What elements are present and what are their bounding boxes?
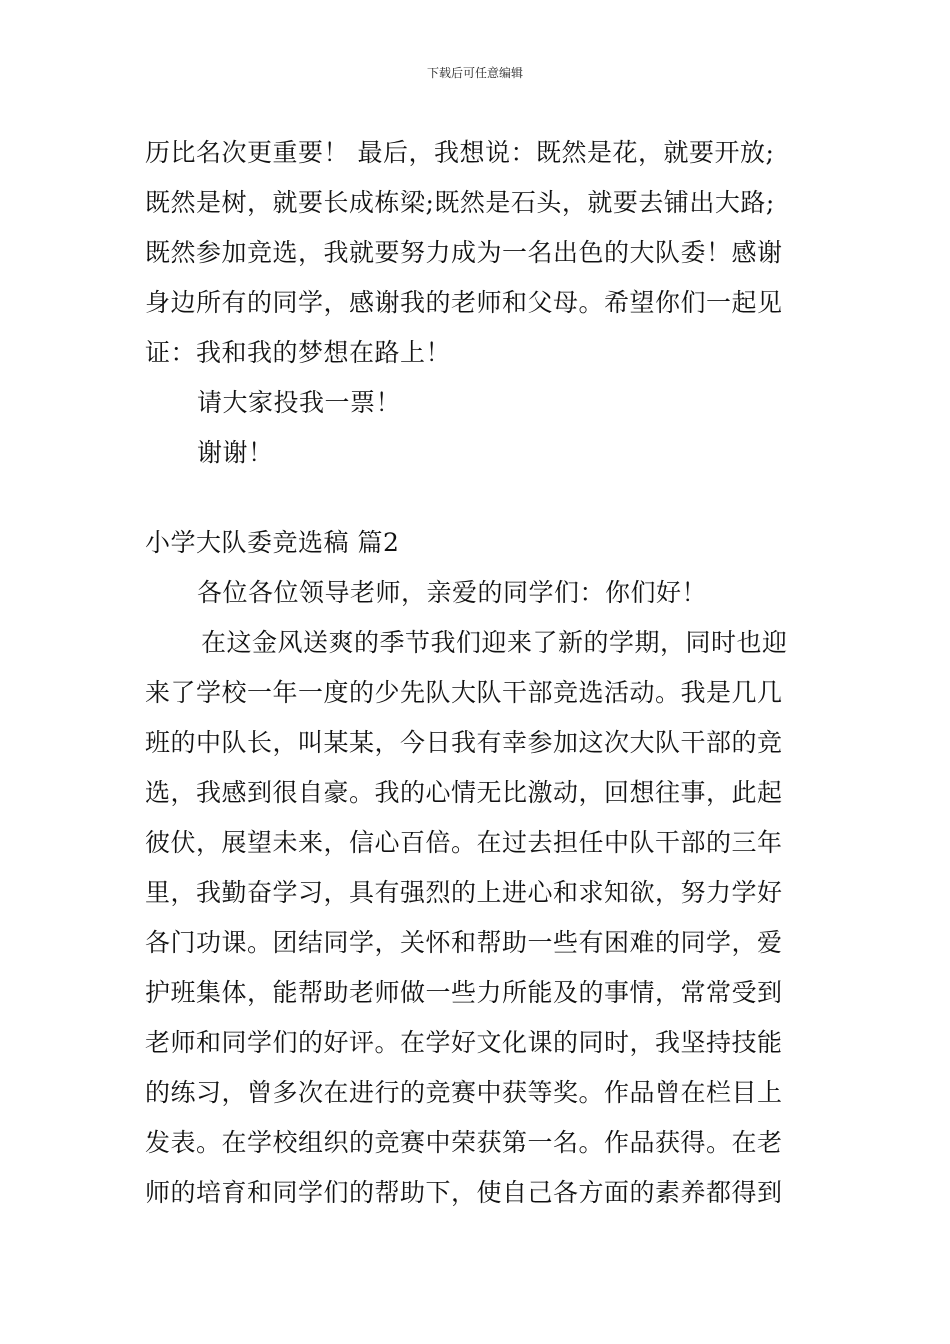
text-line: 各门功课。团结同学，关怀和帮助一些有困难的同学，爱: [145, 928, 783, 957]
text-line: 班的中队长，叫某某，今日我有幸参加这次大队干部的竞: [145, 728, 783, 757]
paragraph-gap: [145, 478, 807, 518]
text-line: 彼伏，展望未来，信心百倍。在过去担任中队干部的三年: [145, 828, 783, 857]
text-line: 老师和同学们的好评。在学好文化课的同时，我坚持技能: [145, 1028, 783, 1057]
section-title: 小学大队委竞选稿 篇2: [145, 528, 400, 557]
text-line: 请大家投我一票！: [197, 388, 402, 417]
text-line: 身边所有的同学，感谢我的老师和父母。希望你们一起见: [145, 288, 783, 317]
text-line: 的练习，曾多次在进行的竞赛中获等奖。作品曾在栏目上: [145, 1078, 783, 1107]
text-line: 证：我和我的梦想在路上！: [145, 338, 452, 367]
text-line: 既然参加竞选，我就要努力成为一名出色的大队委！感谢: [145, 238, 783, 267]
text-line: 在这金风送爽的季节我们迎来了新的学期，同时也迎: [201, 628, 788, 657]
text-line: 谢谢！: [197, 438, 274, 467]
document-body: [145, 128, 807, 1218]
text-line: 里，我勤奋学习，具有强烈的上进心和求知欲，努力学好: [145, 878, 783, 907]
text-line: 选，我感到很自豪。我的心情无比激动，回想往事，此起: [145, 778, 783, 807]
salutation-line: 各位各位领导老师，亲爱的同学们：你们好！: [197, 578, 708, 607]
text-line: 发表。在学校组织的竞赛中荣获第一名。作品获得。在老: [145, 1128, 783, 1157]
text-line: 既然是树，就要长成栋梁;既然是石头，就要去铺出大路;: [145, 188, 775, 217]
page-header-note: 下载后可任意编辑: [426, 66, 523, 80]
text-line: 护班集体，能帮助老师做一些力所能及的事情，常常受到: [145, 978, 783, 1007]
text-line: 来了学校一年一度的少先队大队干部竞选活动。我是几几: [145, 678, 783, 707]
text-line: 师的培育和同学们的帮助下，使自己各方面的素养都得到: [145, 1178, 783, 1207]
text-line: 历比名次更重要！ 最后，我想说：既然是花，就要开放;: [145, 138, 775, 167]
